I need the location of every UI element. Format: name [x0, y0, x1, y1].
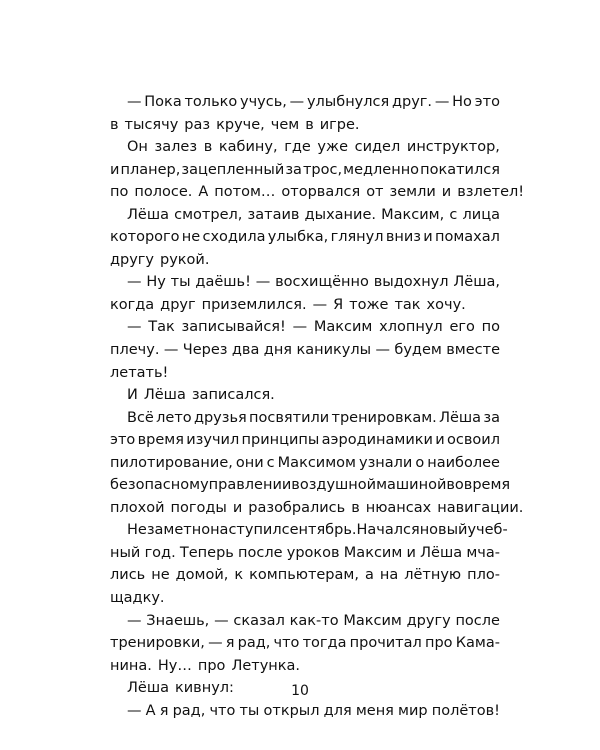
text-line: пилотирование, они с Максимом узнали о наиболее [110, 454, 500, 471]
text-line: плохой погоды и разобрались в нюансах навигации. [110, 499, 524, 516]
text-line: по полосе. А потом… оторвался от земли и взлетел! [110, 184, 525, 201]
text-line: безопасном управлении воздушной машиной во время [110, 477, 511, 494]
text-line: ный год. Теперь после уроков Максим и Лёша мча- [110, 544, 500, 561]
text-line: это время изучил принципы аэродинамики и освоил [110, 432, 500, 449]
text-line: — А я рад, что ты открыл для меня мир полётов! [127, 702, 500, 719]
text-line: в тысячу раз круче, чем в игре. [110, 116, 360, 133]
text-line: Незаметно наступил сентябрь. Начался новый учеб- [127, 522, 508, 539]
text-line: Лёша смотрел, затаив дыхание. Максим, с лица [127, 206, 500, 223]
text-line: лись не домой, к компьютерам, а на лётную пло- [110, 567, 500, 584]
book-page-text [110, 91, 525, 722]
text-line: плечу. — Через два дня каникулы — будем вместе [110, 342, 500, 359]
text-line: Он залез в кабину, где уже сидел инструктор, [127, 139, 500, 156]
text-line: щадку. [110, 590, 165, 607]
text-line: Всё лето друзья посвятили тренировкам. Лёша за [127, 409, 500, 426]
text-line: и планер, зацепленный за трос, медленно покатился [110, 161, 500, 178]
text-line: другу рукой. [110, 251, 210, 268]
text-line: — Пока только учусь, — улыбнулся друг. — Но это [127, 94, 500, 110]
text-line: когда друг приземлился. — Я тоже так хочу. [110, 296, 466, 313]
text-line: — Знаешь, — сказал как-то Максим другу после [127, 612, 500, 629]
text-line: летать! [110, 364, 169, 381]
text-line: Лёша кивнул: [127, 680, 234, 697]
text-line: нина. Ну… про Летунка. [110, 657, 301, 674]
page-number: 10 [291, 683, 309, 699]
text-line: — Так записывайся! — Максим хлопнул его по [127, 319, 500, 336]
text-line: тренировки, — я рад, что тогда прочитал про Кама- [110, 635, 500, 652]
text-line: которого не сходила улыбка, глянул вниз и помахал [110, 229, 500, 246]
text-line: — Ну ты даёшь! — восхищённо выдохнул Лёша, [127, 274, 500, 291]
text-line: И Лёша записался. [127, 387, 275, 404]
